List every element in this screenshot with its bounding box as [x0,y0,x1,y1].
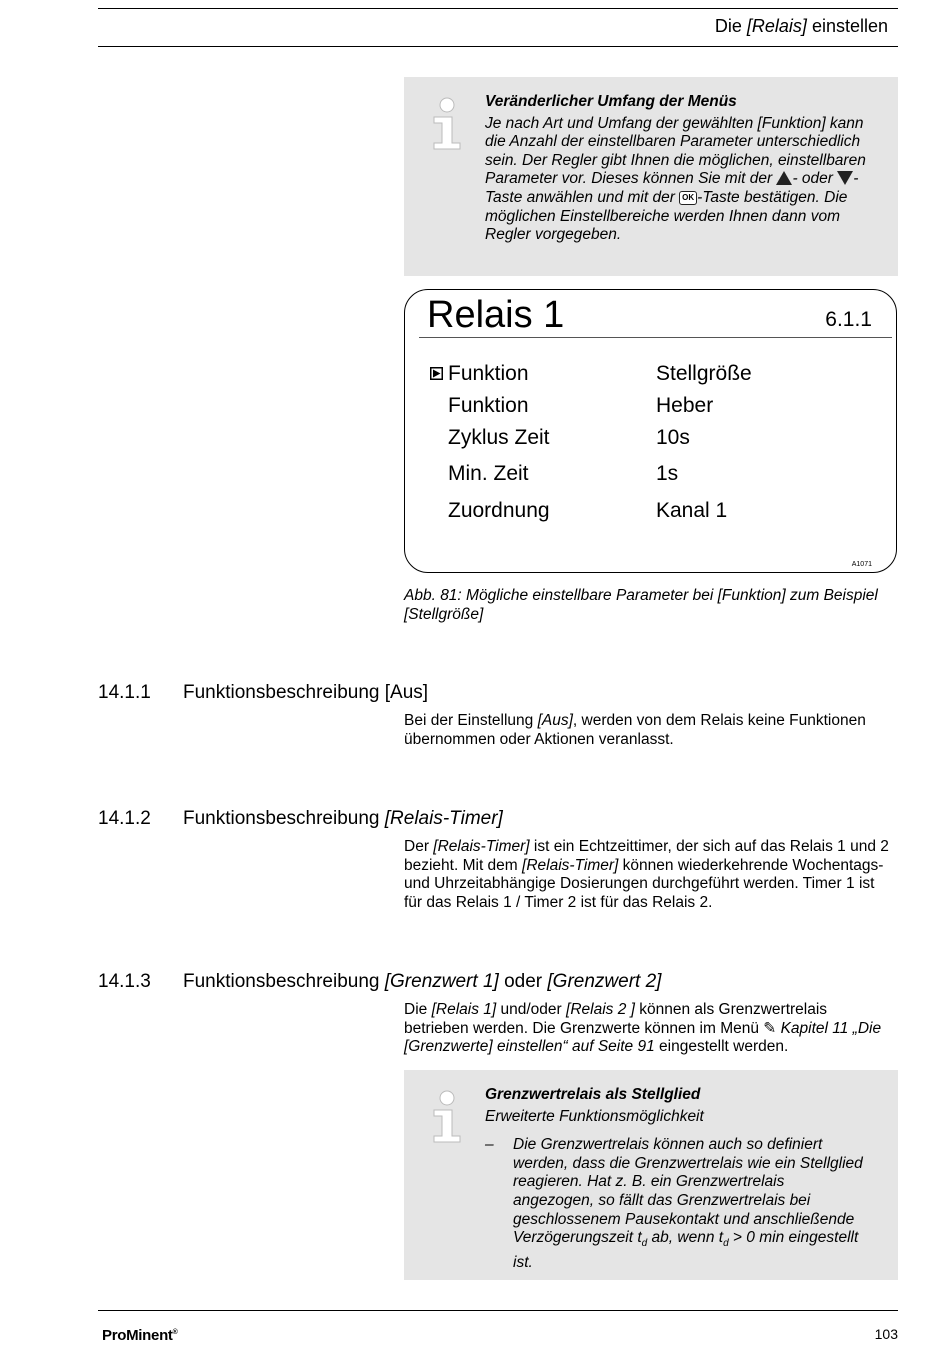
row-value: Heber [656,394,714,417]
controller-display [404,289,897,573]
row-value: Kanal 1 [656,499,728,522]
header-rule [98,8,898,9]
row-label: Zyklus Zeit [448,426,550,449]
selection-cursor-icon [430,367,443,380]
section-title: Funktionsbeschreibung [Aus] [183,682,429,703]
section-number: 14.1.2 [98,808,151,829]
display-title: Relais 1 [427,294,565,336]
row-label: Zuordnung [448,499,550,522]
header-rule-bottom [98,46,898,47]
figure-code: A1071 [851,561,872,568]
section-body: Bei der Einstellung [Aus], werden von dem Relais keine Funktionen übernommen oder Aktionen veranlasst. [404,712,866,748]
section-body: Die [Relais 1] und/oder [Relais 2 ] können als Grenzwertrelais betrieben werden. Die Grenzwerte können im Menü ✎ Kapitel 11 „Die [Grenzwerte] einstellen“ auf Seite 91 eingestellt werden. [404,1001,882,1056]
info-icon [430,97,464,151]
link-arrow-icon: ✎ [763,1019,777,1037]
dash-bullet: – [485,1136,494,1154]
figure-caption: Abb. 81: Mögliche einstellbare Parameter bei [Funktion] zum Beispiel [Stellgröße] [404,587,878,623]
note-subtitle: Erweiterte Funktionsmöglichkeit [485,1107,704,1125]
ok-key-icon: OK [679,191,697,205]
section-number: 14.1.3 [98,971,151,992]
arrow-up-key-icon [776,171,792,185]
row-label: Min. Zeit [448,462,529,485]
row-value: Stellgröße [656,362,752,385]
note-title: Veränderlicher Umfang der Menüs [485,93,737,110]
row-label: Funktion [448,394,529,417]
note-text: Je nach Art und Umfang der gewählten [Funktion] kann die Anzahl der einstellbaren Parameter unterschiedlich sein. Der Regler gibt Ihnen die möglichen, einstellbaren Parameter vor. Dieses können Sie mit der - oder -Taste anwählen und mit der OK -Taste bestätigen. Die möglichen Einstellbereiche werden Ihnen dann vom Regler vorgegeben. [485,114,866,244]
info-note-menu-scope [404,77,898,276]
note-title: Grenzwertrelais als Stellglied [485,1086,701,1103]
info-note-limit-relay [404,1070,898,1280]
page-number: 103 [874,1326,898,1342]
note-list-item: – Die Grenzwertrelais können auch so definiert werden, dass die Grenzwertrelais wie ein Stellglied reagieren. Hat z. B. ein Grenzwertrelais angezogen, so fällt das Grenzwertrelais bei geschlossenem Pausekontakt und anschließende Verzögerungszeit $t_d$ ab, wenn $t_d > 0$ min eingestellt ist. [485,1136,863,1271]
section-title: Funktionsbeschreibung [Grenzwert 1] oder [Grenzwert 2] [183,971,662,992]
display-menu-code: 6.1.1 [825,308,872,331]
cross-reference-link[interactable]: ✎ Kapitel 11 „Die [Grenzwerte] einstellen“ auf Seite 91 [404,1019,882,1056]
arrow-down-key-icon [837,171,853,185]
page-header-title: Die [Relais] einstellen [714,16,888,36]
row-value: 10s [656,426,690,449]
row-value: 1s [656,462,679,485]
footer-rule [98,1310,898,1311]
section-body: Der [Relais-Timer] ist ein Echtzeittimer, der sich auf das Relais 1 und 2 bezieht. Mit dem [Relais-Timer] können wiederkehrende Wochentags- und Uhrzeitabhängige Dosierungen durchgeführt werden. Timer 1 ist für das Relais 1 / Timer 2 ist für das Relais 2. [404,838,889,911]
section-title: Funktionsbeschreibung [Relais-Timer] [183,808,503,829]
section-number: 14.1.1 [98,682,151,703]
row-label: Funktion [448,362,529,385]
info-icon [430,1090,464,1144]
display-divider [419,337,892,338]
prominent-logo: ProMinent® [102,1327,178,1344]
